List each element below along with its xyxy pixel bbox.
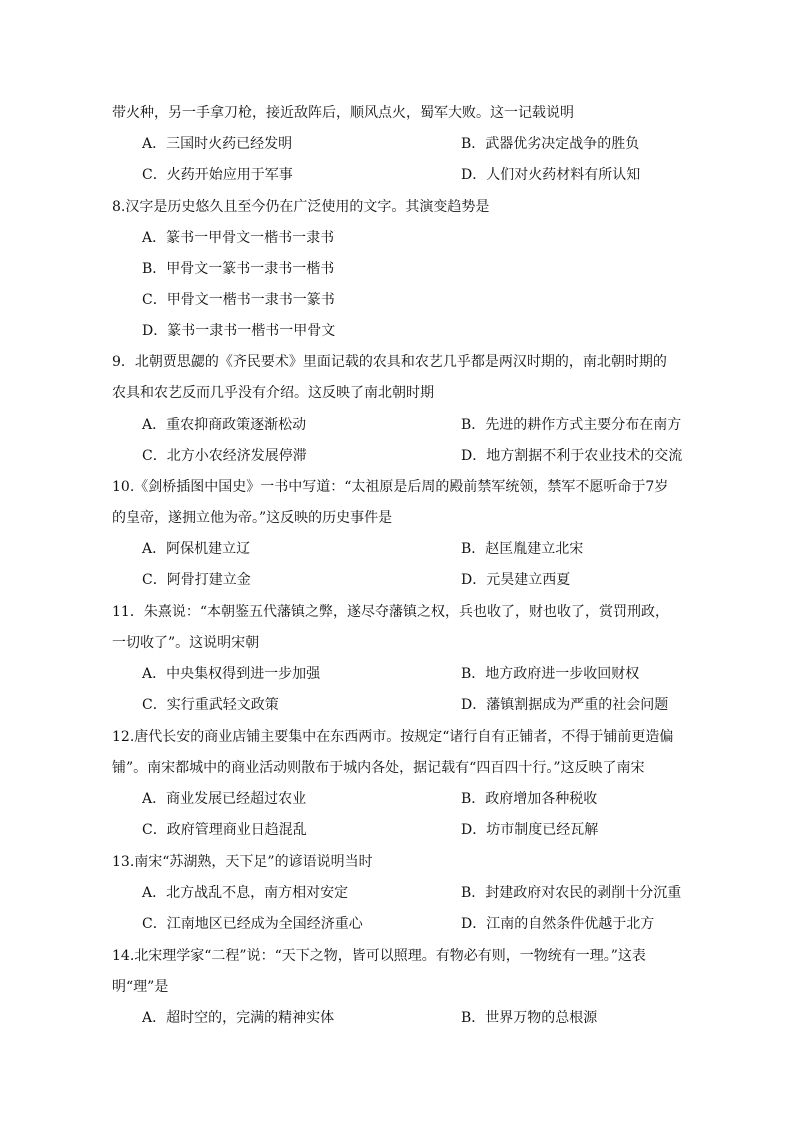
q11-option-d: D．藩镇割据成为严重的社会问题: [461, 697, 669, 713]
q8-stem: 8.汉字是历史悠久且至今仍在广泛使用的文字。其演变趋势是: [112, 199, 490, 215]
q12-option-d: D．坊市制度已经瓦解: [461, 822, 599, 838]
q14-option-a: A．超时空的，完满的精神实体: [142, 1010, 335, 1026]
q7-option-a: A．三国时火药已经发明: [142, 136, 293, 152]
q7-option-d: D．人们对火药材料有所认知: [461, 167, 641, 183]
q14-stem-line2: 明“理”是: [112, 979, 169, 995]
q11-stem-line1: 11．朱熹说：“本朝鉴五代藩镇之弊，遂尽夺藩镇之权，兵也收了，财也收了，赏罚刑政，: [112, 604, 669, 620]
q9-option-b: B．先进的耕作方式主要分布在南方: [461, 417, 682, 433]
q11-option-c: C．实行重武轻文政策: [142, 697, 279, 713]
q11-option-a: A．中央集权得到进一步加强: [142, 666, 321, 682]
q9-stem-line1: 9．北朝贾思勰的《齐民要术》里面记载的农具和农艺几乎都是两汉时期的，南北朝时期的: [112, 354, 667, 370]
q7-option-c: C．火药开始应用于军事: [142, 167, 293, 183]
q10-stem-line2: 的皇帝，遂拥立他为帝。”这反映的历史事件是: [112, 510, 393, 526]
q12-option-a: A．商业发展已经超过农业: [142, 791, 307, 807]
q9-stem-line2: 农具和农艺反而几乎没有介绍。这反映了南北朝时期: [112, 385, 434, 401]
q12-option-b: B．政府增加各种税收: [461, 791, 598, 807]
q12-stem-line2: 铺”。南宋都城中的商业活动则散布于城内各处，据记载有“四百四十行。”这反映了南宋: [112, 760, 645, 776]
q10-option-a: A．阿保机建立辽: [142, 541, 251, 557]
q7-stem-tail: 带火种，另一手拿刀枪，接近敌阵后，顺风点火，蜀军大败。这一记载说明: [112, 105, 574, 121]
q8-option-a: A．篆书一甲骨文一楷书一隶书: [142, 230, 335, 246]
q8-option-d: D．篆书一隶书一楷书一甲骨文: [142, 323, 336, 339]
q11-option-b: B．地方政府进一步收回财权: [461, 666, 640, 682]
q13-stem: 13.南宋“苏湖熟，天下足”的谚语说明当时: [112, 854, 373, 870]
q14-option-b: B．世界万物的总根源: [461, 1010, 598, 1026]
q13-option-d: D．江南的自然条件优越于北方: [461, 916, 655, 932]
q10-option-b: B．赵匡胤建立北宋: [461, 541, 584, 557]
q13-option-b: B．封建政府对农民的剥削十分沉重: [461, 885, 682, 901]
q9-option-c: C．北方小农经济发展停滞: [142, 448, 307, 464]
q9-option-a: A．重农抑商政策逐渐松动: [142, 417, 307, 433]
q12-stem-line1: 12.唐代长安的商业店铺主要集中在东西两市。按规定“诸行自有正铺者，不得于铺前更造偏: [112, 729, 674, 745]
q8-option-c: C．甲骨文一楷书一隶书一篆书: [142, 292, 335, 308]
q13-option-c: C．江南地区已经成为全国经济重心: [142, 916, 363, 932]
q7-option-b: B．武器优劣决定战争的胜负: [461, 136, 640, 152]
q13-option-a: A．北方战乱不息，南方相对安定: [142, 885, 349, 901]
q10-stem-line1: 10.《剑桥插图中国史》一书中写道：“太祖原是后周的殿前禁军统领，禁军不愿听命于7岁: [112, 479, 669, 495]
q10-option-d: D．元昊建立西夏: [461, 572, 571, 588]
q10-option-c: C．阿骨打建立金: [142, 572, 251, 588]
q14-stem-line1: 14.北宋理学家“二程”说：“天下之物，皆可以照理。有物必有则，一物统有一理。”这表: [112, 948, 646, 964]
q8-option-b: B．甲骨文一篆书一隶书一楷书: [142, 261, 335, 277]
q11-stem-line2: 一切收了”。这说明宋朝: [112, 635, 260, 651]
q9-option-d: D．地方割据不利于农业技术的交流: [461, 448, 683, 464]
q12-option-c: C．政府管理商业日趋混乱: [142, 822, 307, 838]
